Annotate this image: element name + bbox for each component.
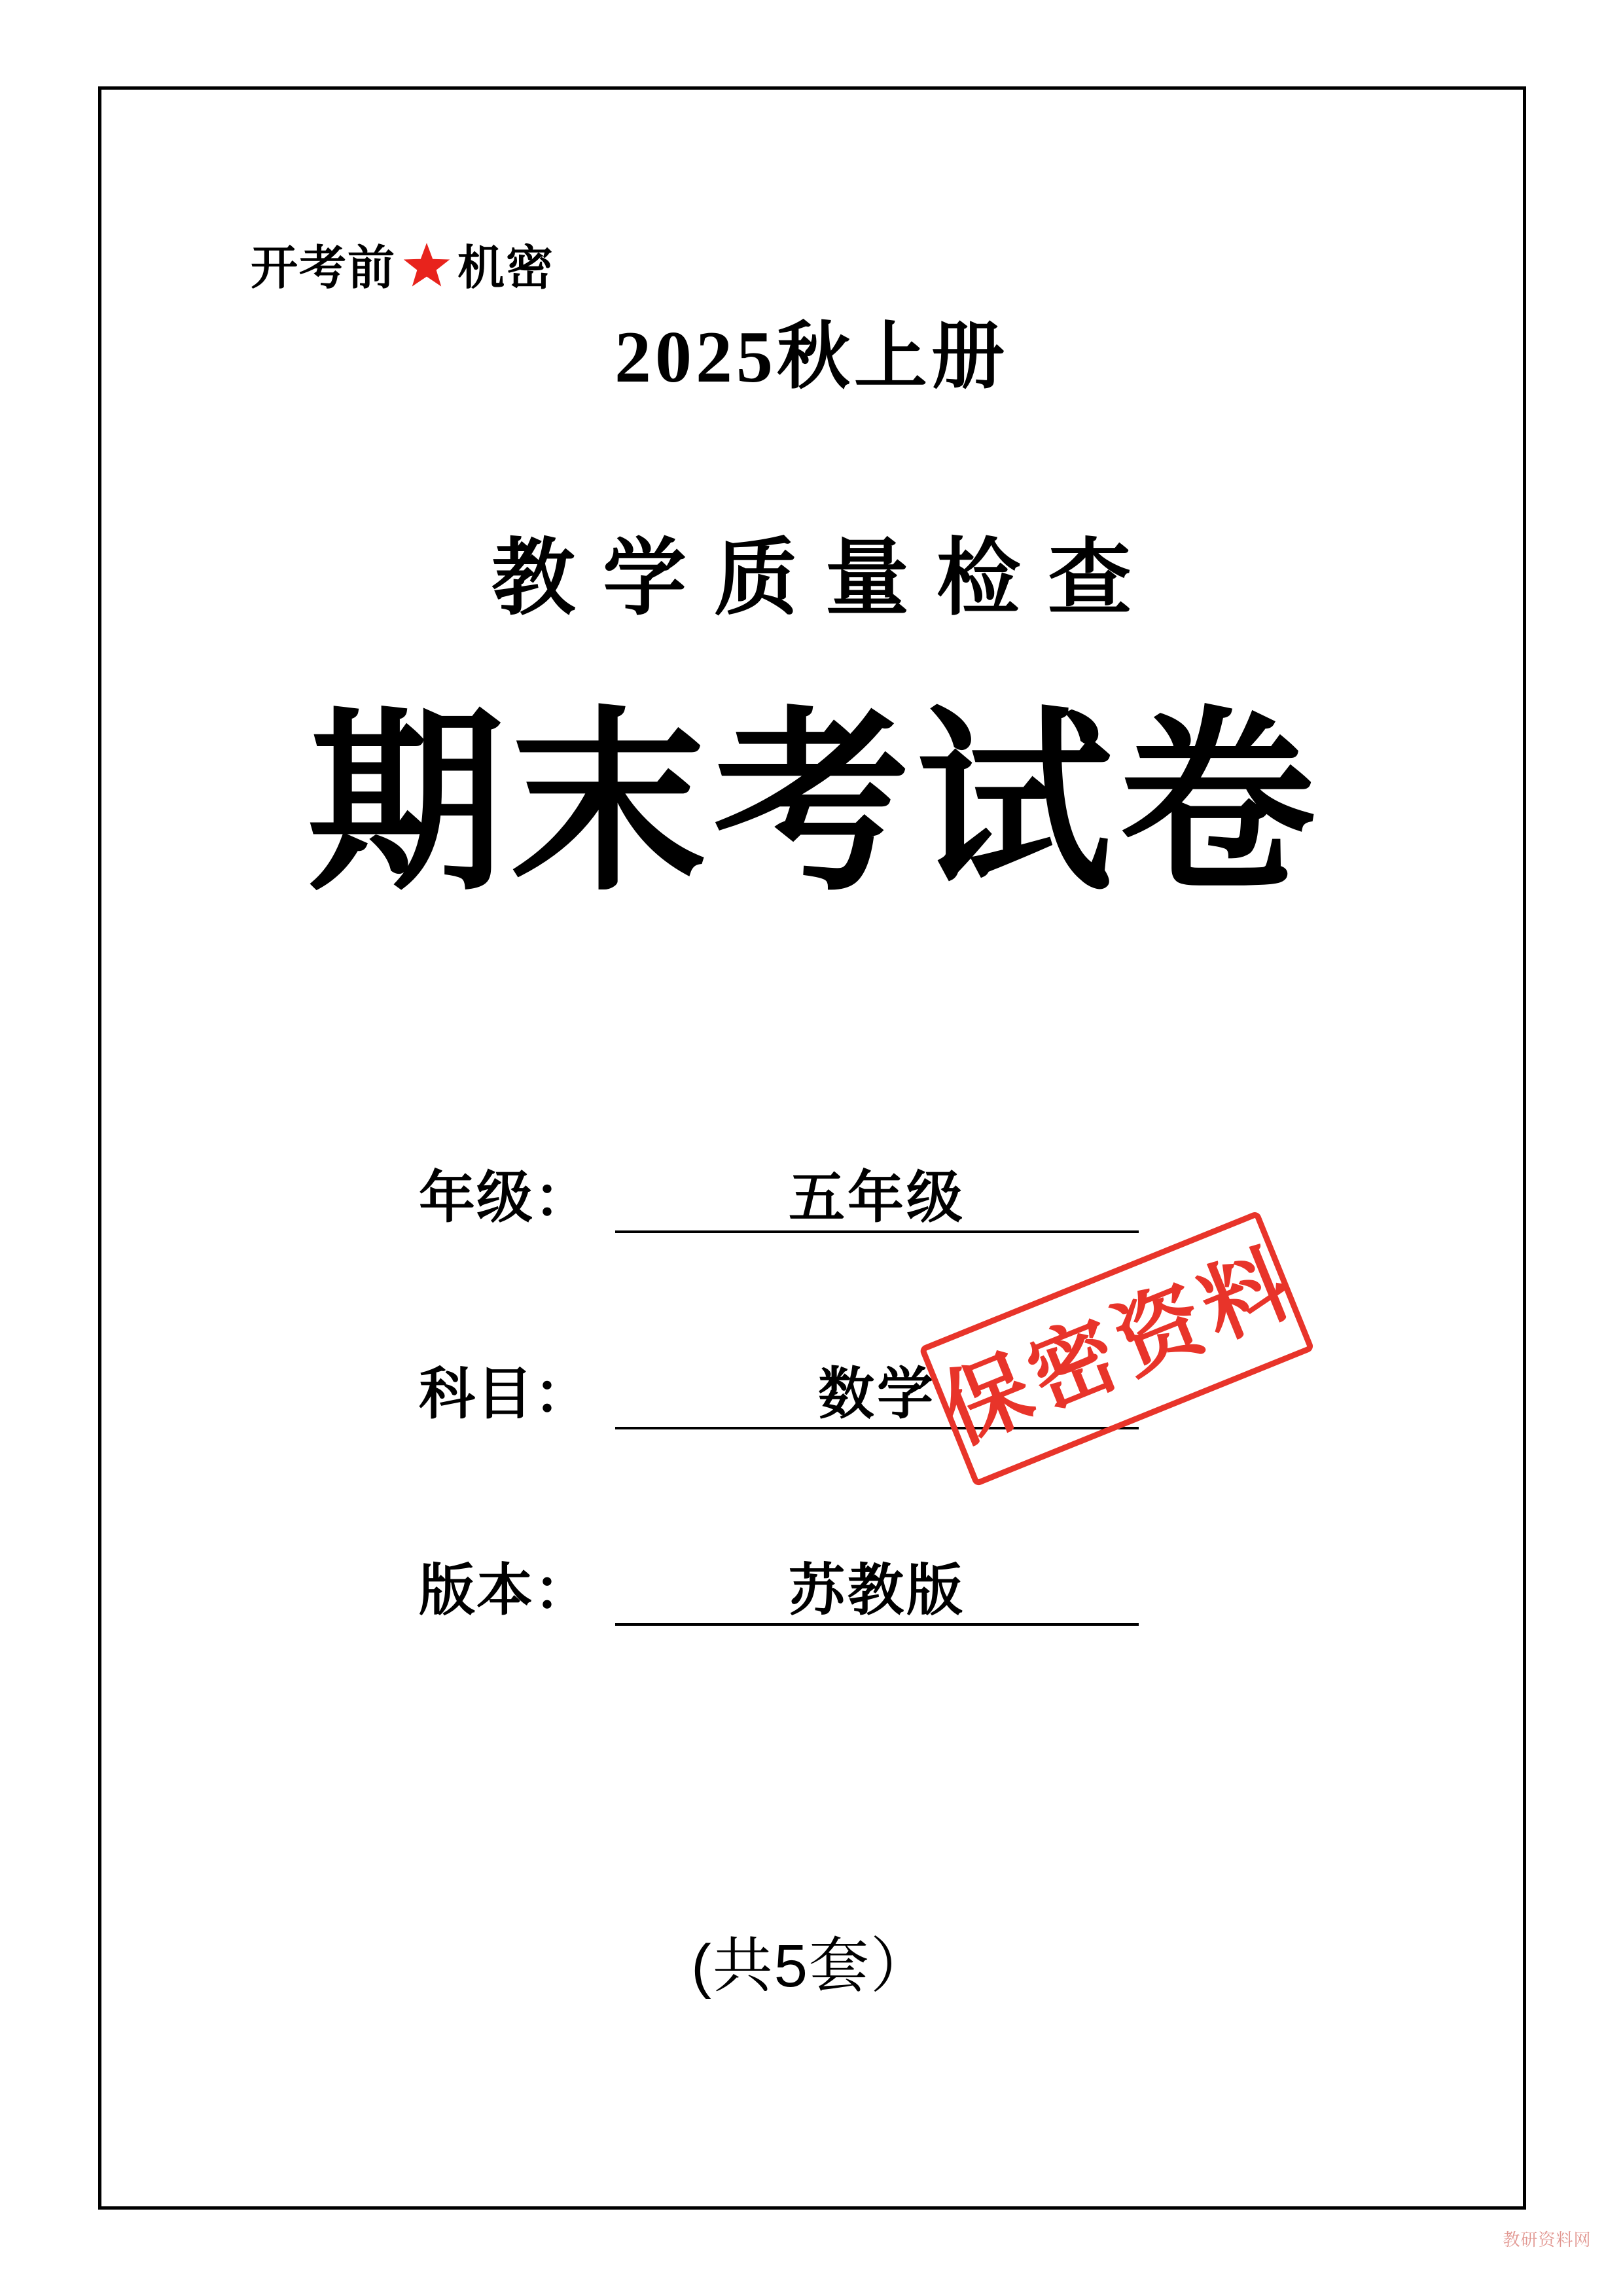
field-label-subject: 科目： <box>419 1363 592 1426</box>
field-value-edition: 苏教版 <box>789 1559 965 1622</box>
field-row-grade <box>419 1152 1191 1348</box>
field-underline-subject <box>615 1427 1139 1429</box>
title-subtitle: 教学质量检查 <box>491 532 1159 625</box>
page-title: 期末考试卷 <box>308 693 1322 913</box>
field-underline-grade <box>615 1230 1139 1233</box>
field-underline-edition <box>615 1623 1139 1626</box>
confidential-suffix-text: 机密 <box>457 242 555 295</box>
field-row-edition <box>419 1545 1191 1741</box>
confidential-notice <box>251 230 554 298</box>
field-value-grade: 五年级 <box>789 1166 965 1229</box>
field-list <box>419 1152 1191 1741</box>
field-label-grade: 年级： <box>419 1166 592 1229</box>
title-year: 2025秋上册 <box>615 317 1008 398</box>
stamp-text: 保密资料 <box>929 1232 1310 1462</box>
watermark-text: 教研资料网 <box>1503 2230 1592 2250</box>
page-border-frame <box>98 86 1526 2210</box>
confidential-prefix-text: 开考前 <box>251 242 397 295</box>
red-star-icon <box>401 241 452 292</box>
field-label-edition: 版本： <box>419 1559 592 1622</box>
field-row-subject <box>419 1348 1191 1545</box>
field-value-subject: 数学 <box>818 1363 936 1426</box>
set-count-note: (共5套） <box>691 1933 932 2000</box>
